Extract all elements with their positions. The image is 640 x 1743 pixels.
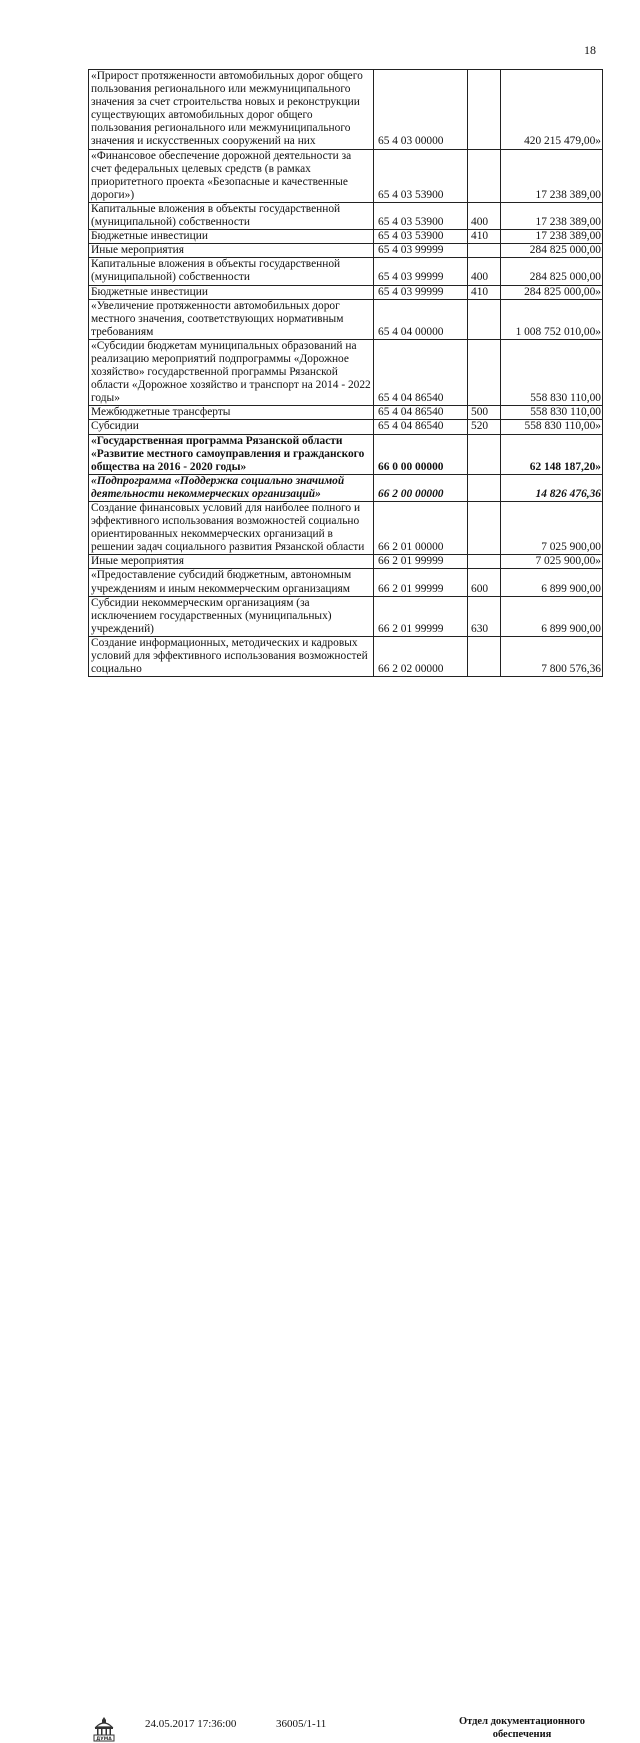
row-name-cell: Субсидии bbox=[89, 420, 374, 434]
row-vr-cell: 410 bbox=[468, 230, 501, 244]
row-amount-cell: 6 899 900,00 bbox=[501, 596, 603, 636]
row-vr-cell: 400 bbox=[468, 258, 501, 285]
row-vr-cell bbox=[468, 636, 501, 676]
table-row bbox=[89, 70, 603, 150]
table-row bbox=[89, 244, 603, 258]
table-row bbox=[89, 339, 603, 405]
row-amount-cell: 17 238 389,00 bbox=[501, 230, 603, 244]
row-name-cell: «Государственная программа Рязанской области «Развитие местного самоуправления и гражданского общества на 2016 - 2020 годы» bbox=[89, 434, 374, 474]
row-name-cell: Бюджетные инвестиции bbox=[89, 230, 374, 244]
row-name-cell: «Увеличение протяженности автомобильных дорог местного значения, соответствующих нормативным требованиям bbox=[89, 299, 374, 339]
table-row bbox=[89, 299, 603, 339]
row-amount-cell: 1 008 752 010,00» bbox=[501, 299, 603, 339]
row-amount-cell: 284 825 000,00 bbox=[501, 258, 603, 285]
row-code-cell: 65 4 04 86540 bbox=[374, 339, 468, 405]
row-amount-cell: 284 825 000,00 bbox=[501, 244, 603, 258]
table-row bbox=[89, 474, 603, 501]
row-code-cell: 66 0 00 00000 bbox=[374, 434, 468, 474]
footer-timestamp: 24.05.2017 17:36:00 bbox=[145, 1718, 237, 1730]
row-code-cell: 65 4 03 53900 bbox=[374, 230, 468, 244]
row-code-cell: 65 4 03 53900 bbox=[374, 202, 468, 229]
row-vr-cell bbox=[468, 244, 501, 258]
row-name-cell: Иные мероприятия bbox=[89, 244, 374, 258]
table-row bbox=[89, 230, 603, 244]
row-amount-cell: 558 830 110,00» bbox=[501, 420, 603, 434]
row-amount-cell: 62 148 187,20» bbox=[501, 434, 603, 474]
row-vr-cell bbox=[468, 555, 501, 569]
row-name-cell: Субсидии некоммерческим организациям (за исключением государственных (муниципальных) учреждений) bbox=[89, 596, 374, 636]
row-name-cell: Создание финансовых условий для наиболее полного и эффективного использования возможностей социально ориентированных некоммерческих организаций в решении задач социального развития Рязанской области bbox=[89, 502, 374, 555]
row-name-cell: «Прирост протяженности автомобильных дорог общего пользования регионального или межмуниципального значения за счет строительства новых и реконструкции существующих автомобильных дорог общего пользования регионального или межмуниципального значения и искусственных сооружений на них bbox=[89, 70, 374, 150]
table-row bbox=[89, 596, 603, 636]
row-vr-cell bbox=[468, 502, 501, 555]
row-vr-cell: 600 bbox=[468, 569, 501, 596]
row-amount-cell: 7 025 900,00 bbox=[501, 502, 603, 555]
row-name-cell: «Финансовое обеспечение дорожной деятельности за счет федеральных целевых средств (в рамках приоритетного проекта «Безопасные и качественные дороги») bbox=[89, 149, 374, 202]
row-name-cell: Межбюджетные трансферты bbox=[89, 406, 374, 420]
table-row bbox=[89, 555, 603, 569]
row-vr-cell bbox=[468, 339, 501, 405]
row-code-cell: 65 4 04 86540 bbox=[374, 420, 468, 434]
row-code-cell: 65 4 03 99999 bbox=[374, 285, 468, 299]
table-row bbox=[89, 149, 603, 202]
row-code-cell: 66 2 01 00000 bbox=[374, 502, 468, 555]
budget-table bbox=[88, 69, 603, 677]
row-amount-cell: 17 238 389,00 bbox=[501, 149, 603, 202]
row-code-cell: 65 4 04 00000 bbox=[374, 299, 468, 339]
row-name-cell: «Субсидии бюджетам муниципальных образований на реализацию мероприятий подпрограммы «Дорожное хозяйство» государственной программы Рязанской области «Дорожное хозяйство и транспорт на 2014 - 2022 годы» bbox=[89, 339, 374, 405]
duma-logo-icon bbox=[91, 1715, 117, 1743]
row-amount-cell: 558 830 110,00 bbox=[501, 406, 603, 420]
table-row bbox=[89, 434, 603, 474]
row-code-cell: 66 2 01 99999 bbox=[374, 596, 468, 636]
department-line-1: Отдел документационного bbox=[458, 1716, 586, 1727]
row-vr-cell bbox=[468, 299, 501, 339]
row-name-cell: «Подпрограмма «Поддержка социально значимой деятельности некоммерческих организаций» bbox=[89, 474, 374, 501]
row-code-cell: 66 2 02 00000 bbox=[374, 636, 468, 676]
row-amount-cell: 7 800 576,36 bbox=[501, 636, 603, 676]
table-row bbox=[89, 502, 603, 555]
row-name-cell: Создание информационных, методических и кадровых условий для эффективного использования возможностей социально bbox=[89, 636, 374, 676]
row-vr-cell bbox=[468, 70, 501, 150]
row-code-cell: 66 2 01 99999 bbox=[374, 569, 468, 596]
footer-department bbox=[447, 1715, 597, 1741]
row-vr-cell: 520 bbox=[468, 420, 501, 434]
row-name-cell: Капитальные вложения в объекты государственной (муниципальной) собственности bbox=[89, 258, 374, 285]
table-row bbox=[89, 406, 603, 420]
row-amount-cell: 14 826 476,36 bbox=[501, 474, 603, 501]
row-code-cell: 65 4 03 53900 bbox=[374, 149, 468, 202]
row-vr-cell bbox=[468, 474, 501, 501]
row-amount-cell: 17 238 389,00 bbox=[501, 202, 603, 229]
row-amount-cell: 558 830 110,00 bbox=[501, 339, 603, 405]
row-code-cell: 66 2 00 00000 bbox=[374, 474, 468, 501]
row-amount-cell: 420 215 479,00» bbox=[501, 70, 603, 150]
table-row bbox=[89, 202, 603, 229]
row-code-cell: 65 4 04 86540 bbox=[374, 406, 468, 420]
table-row bbox=[89, 569, 603, 596]
row-amount-cell: 6 899 900,00 bbox=[501, 569, 603, 596]
row-code-cell: 65 4 03 99999 bbox=[374, 244, 468, 258]
footer-doc-number: 36005/1-11 bbox=[276, 1718, 327, 1730]
table-row bbox=[89, 636, 603, 676]
row-amount-cell: 284 825 000,00» bbox=[501, 285, 603, 299]
department-line-2: обеспечения bbox=[492, 1729, 552, 1740]
row-vr-cell: 410 bbox=[468, 285, 501, 299]
row-code-cell: 65 4 03 99999 bbox=[374, 258, 468, 285]
page-number: 18 bbox=[584, 43, 596, 57]
row-vr-cell: 400 bbox=[468, 202, 501, 229]
row-code-cell: 65 4 03 00000 bbox=[374, 70, 468, 150]
row-name-cell: Иные мероприятия bbox=[89, 555, 374, 569]
table-row bbox=[89, 420, 603, 434]
row-vr-cell bbox=[468, 149, 501, 202]
row-name-cell: Капитальные вложения в объекты государственной (муниципальной) собственности bbox=[89, 202, 374, 229]
row-code-cell: 66 2 01 99999 bbox=[374, 555, 468, 569]
table-row bbox=[89, 285, 603, 299]
row-vr-cell: 500 bbox=[468, 406, 501, 420]
row-vr-cell: 630 bbox=[468, 596, 501, 636]
budget-table-body bbox=[89, 70, 603, 677]
row-name-cell: «Предоставление субсидий бюджетным, автономным учреждениям и иным некоммерческим организациям bbox=[89, 569, 374, 596]
row-vr-cell bbox=[468, 434, 501, 474]
logo-text: ДУМА bbox=[96, 1737, 112, 1742]
row-name-cell: Бюджетные инвестиции bbox=[89, 285, 374, 299]
table-row bbox=[89, 258, 603, 285]
row-amount-cell: 7 025 900,00» bbox=[501, 555, 603, 569]
